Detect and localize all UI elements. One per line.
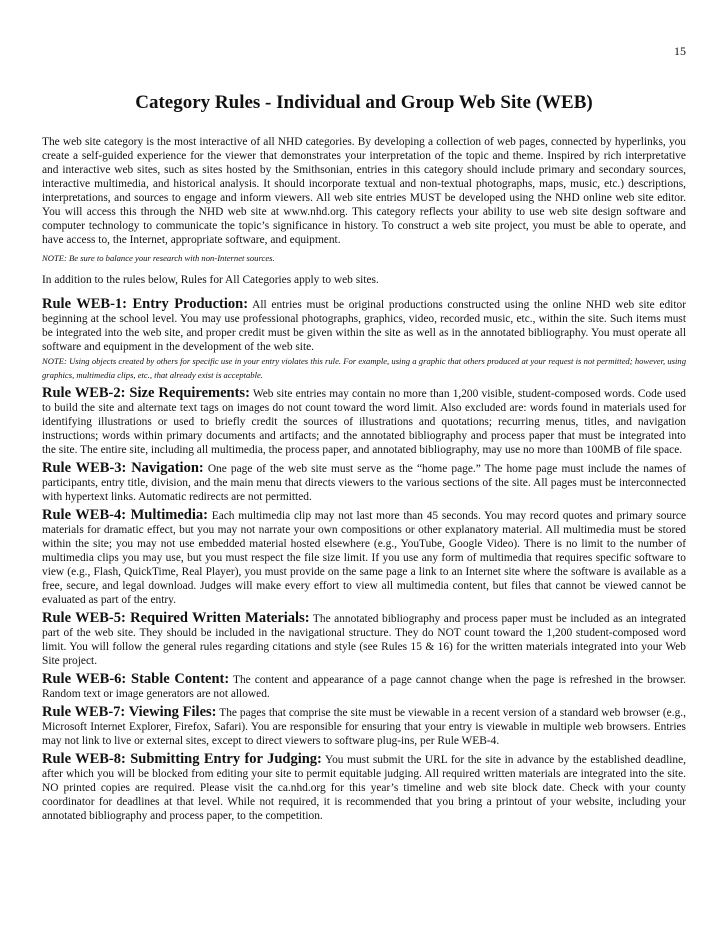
rule-web-6-body: The content and appearance of a page cannot change when the page is refreshed in the browser. Random text or image generators are not allowed. — [42, 674, 686, 700]
rule-web-7-body: The pages that comprise the site must be viewable in a recent version of a standard web browser (e.g., Microsoft Internet Explorer, Firefox, Safari). You are responsible for ensuring that your entry is viewable in multiple web browsers. Entries may not link to live or external sites, except to direct viewers to software plug-ins, per Rule WEB-4. — [42, 707, 686, 747]
rule-web-8-body: You must submit the URL for the site in advance by the established deadline, after which you will be blocked from editing your site to permit equitable judging. All required written materials are integrated into the site. NO printed copies are required. Please visit the ca.nhd.org for this year’s timeline and web site block date. Check with your county coordinator for deadlines at that level. While not required, it is recommended that you bring a printout of your website, including your annotated bibliography and process paper, to the competition. — [42, 754, 686, 822]
rule-web-8-heading: Rule WEB-8: Submitting Entry for Judging: — [42, 751, 322, 767]
rule-web-6 — [42, 672, 686, 701]
intro-note: NOTE: Be sure to balance your research with non-Internet sources. — [42, 253, 275, 263]
rule-web-5-body: The annotated bibliography and process paper must be included as an integrated part of the web site. They should be included in the navigational structure. They do NOT count toward the 1,200 student-composed word limit. You will follow the general rules regarding citations and style (see Rules 15 & 16) for the written materials integrated into your Web Site project. — [42, 613, 686, 667]
rule-web-8 — [42, 752, 686, 823]
rule-web-7-heading: Rule WEB-7: Viewing Files: — [42, 704, 217, 720]
rule-web-5 — [42, 611, 686, 668]
intro-paragraph: The web site category is the most interactive of all NHD categories. By developing a collection of web pages, connected by hyperlinks, you create a self-guided experience for the viewer that demonstrates your interpretation of the topic and theme. Inspired by rich interpretative and interactive web sites, such as sites hosted by the Smithsonian, entries in this category should include primary and secondary sources, interactive multimedia, and historical analysis. It should incorporate textual and non-textual photographs, maps, music, etc.) descriptions, interpretations, and sources to engage and inform viewers. All web site entries MUST be developed using the NHD online web site editor. You will access this through the NHD web site at www.nhd.org. This category reflects your ability to use web site design software and computer technology to communicate the topic’s significance in history. To construct a web site project, you must be able to operate, and have access to, the Internet, appropriate software, and equipment. — [42, 136, 686, 246]
rule-web-3-heading: Rule WEB-3: Navigation: — [42, 460, 204, 476]
rule-web-3-body: One page of the web site must serve as the “home page.” The home page must include the names of participants, entry title, division, and the main menu that directs viewers to the various sections of the site. All pages must be interconnected with hypertext links. Automatic redirects are not permitted. — [42, 463, 686, 503]
rule-web-2-body: Web site entries may contain no more than 1,200 visible, student-composed words. Code used to build the site and alternate text tags on images do not count toward the word limit. Also excluded are: words found in materials used for identifying illustrations or used to briefly credit the sources of illustrations and quotations; recurring menus, titles, and navigation instructions; words within primary documents and artifacts; and the annotated bibliography and process paper that must be integrated into the site. The entire site, including all multimedia, the process paper, and annotated bibliography, may use no more than 100MB of file space. — [42, 388, 686, 456]
rule-web-1-heading: Rule WEB-1: Entry Production: — [42, 296, 249, 312]
rule-web-3 — [42, 461, 686, 504]
rule-web-4 — [42, 508, 686, 607]
rule-web-4-heading: Rule WEB-4: Multimedia: — [42, 507, 208, 523]
document-body — [42, 135, 686, 823]
rule-web-4-body: Each multimedia clip may not last more than 45 seconds. You may record quotes and primary source materials for dramatic effect, but you may not narrate your own compositions or other explanatory material. All multimedia must be stored within the site; you may not use embedded material hosted elsewhere (e.g., YouTube, Google Video). There is no limit to the number of multimedia clips you may use, but you must respect the file size limit. If you use any form of multimedia that requires specific software to view (e.g., Flash, QuickTime, Real Player), you must provide on the same page a link to an Internet site where the software is available as a free, secure, and legal download. Judges will make every effort to view all multimedia content, but files that cannot be viewed cannot be evaluated as part of the entry. — [42, 510, 687, 606]
rule-web-1-body: All entries must be original productions constructed using the online NHD web site editor beginning at the school level. You may use professional photographs, graphics, video, recorded music, etc., within the site. Such items must be integrated into the web site, and proper credit must be given within the site as well as in the annotated bibliography. You must operate all software and equipment in the development of the web site. — [42, 299, 687, 353]
page-title: Category Rules - Individual and Group Web Site (WEB) — [135, 92, 593, 113]
addition-paragraph: In addition to the rules below, Rules for All Categories apply to web sites. — [42, 274, 379, 286]
rule-web-2 — [42, 386, 686, 457]
rule-web-6-heading: Rule WEB-6: Stable Content: — [42, 671, 230, 687]
rule-web-7 — [42, 705, 686, 748]
rule-web-5-heading: Rule WEB-5: Required Written Materials: — [42, 610, 310, 626]
rule-web-1 — [42, 297, 686, 354]
page-number: 15 — [674, 44, 686, 58]
rule-web-1-note: NOTE: Using objects created by others for specific use in your entry violates this rule. For example, using a graphic that others produced at your request is not permitted; however, using graphics, multimedia clips, etc., that already exist is acceptable. — [42, 356, 686, 380]
rule-web-2-heading: Rule WEB-2: Size Requirements: — [42, 385, 250, 401]
